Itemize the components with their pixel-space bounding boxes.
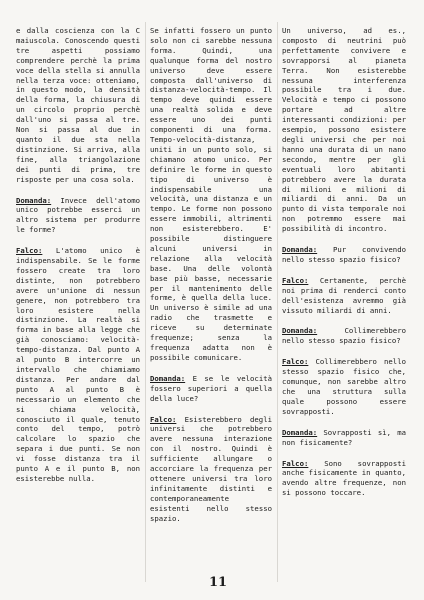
question [16, 196, 140, 236]
answer-text: Collimerebbero nello stesso spazio fisico che, comunque, non sarebbe altro che una struttura sulla quale possono essere sovrapposti. [282, 357, 406, 416]
question [282, 326, 406, 346]
answer [16, 246, 140, 484]
speaker-label: Domanda: [16, 195, 52, 205]
answer-text: Sono sovrapposti anche fisicamente in quanto, avendo altre frequenze, non si possono toccare. [282, 458, 406, 498]
paragraph: Un universo, ad es., composto di neutrini può perfettamente convivere e sovrapporsi al pianeta Terra. Non esisterebbe nessuna interferenza possibile tra i due. Velocità e tempo ci possono portare ad altre interessanti condizioni: per esempio, possono esistere degli universi che per noi hanno una durata di un nano secondo, mentre per gli eventuali loro abitanti potrebbero avere la durata di milioni e milioni di miliardi di anni. Da un punto di vista temporale noi non potremmo essere mai possibilità di incontro. [282, 26, 406, 234]
question [150, 374, 272, 404]
answer [150, 415, 272, 524]
speaker-label: Domanda: [150, 373, 186, 383]
speaker-label: Falco: [282, 275, 309, 285]
answer-text: Certamente, perchè noi prima di renderci conto dell'esistenza avremmo già vissuto miliardi di anni. [282, 275, 406, 315]
question [282, 245, 406, 265]
speaker-label: Falco: [282, 357, 309, 367]
column-divider [145, 22, 146, 582]
page-number: 11 [209, 575, 228, 590]
question-text: Pur convivendo nello stesso spazio fisico? [282, 245, 406, 264]
text-column-2 [150, 26, 272, 524]
speaker-label: Domanda: [282, 427, 318, 437]
column-divider [277, 22, 278, 582]
answer [282, 357, 406, 416]
speaker-label: Domanda: [282, 326, 318, 336]
speaker-label: Falco: [150, 414, 177, 424]
question-text: Collimerebbero nello stesso spazio fisico? [282, 326, 406, 346]
question-text: E se le velocità fossero superiori a quella della luce? [150, 373, 272, 403]
answer [282, 459, 406, 499]
answer [282, 276, 406, 316]
text-column-3 [282, 26, 406, 498]
question-text: Sovrapposti sì, ma non fisicamente? [282, 427, 406, 447]
answer-text: L'atomo unico è indispensabile. Se le forme fossero create tra loro distinte, non potrebbero avere un'unione di nessun genere, non potrebbero tra loro esistere nella distinzione. La realtà si forma in base alla legge che già conosciamo: velocità-tempo-distanza. Dal punto A al punto B intercorre un intervallo che chiamiamo distanza. Per andare dal punto A al punto B è necessario un elemento che si chiama velocità, conosciuto il quale, tenuto conto del tempo, potrò calcolare lo spazio che separa i due punti. Se non vi fosse distanza tra il punto A e il punto B, non esisterebbe nulla. [16, 246, 140, 483]
question [282, 428, 406, 448]
speaker-label: Falco: [16, 246, 43, 256]
paragraph: Se infatti fossero un punto solo non ci sarebbe nessuna forma. Quindi, una qualunque forma del nostro universo deve essere composta dall'universo di distanza-velocità-tempo. Il tempo deve quindi essere una realtà solida e deve essere uno dei punti componenti di una forma. Tempo-velocità-distanza, uniti in un punto solo, si chiamano atomo unico. Per definire le forme in questo tipo di universo è indispensabile una velocità, una distanza e un tempo. Le forme non possono essere immobili, altrimenti non esisterebbero. E' possibile distinguere alcuni universi in relazione alla velocità base. Una delle volontà base più basse, necessarie per il mantenimento delle forme, è quella della luce. Un universo è simile ad una radio che trasmette e riceve su determinate frequenze; senza la frequenza adatta non è possibile comunicare. [150, 26, 272, 362]
paragraph: e dalla coscienza con la C maiuscola. Conoscendo questi tre aspetti possiamo comprendere perchè la prima voce della stella si annulla nella terza voce: otteniamo, in questo modo, la densità della forma, la chiusura di un circolo proprio perchè dall'uno si passa al tre. Non si passa al due in quanto il due sta nella distinzione. Si arriva, alla fine, alla triangolazione dei punti di prima, tre risposte per una cosa sola. [16, 26, 140, 184]
speaker-label: Domanda: [282, 245, 318, 255]
speaker-label: Falco: [282, 458, 309, 468]
question-text: Invece dell'atomo unico potrebbe esserci un altro sistema per produrre le forme? [16, 195, 140, 235]
text-column-1 [16, 26, 140, 484]
answer-text: Esisterebbero degli universi che potrebbero avere nessuna interazione con il nostro. Quindi è sufficiente allungare o accorciare la frequenza per ottenere universi tra loro infinitamente distinti e contemporaneamente esistenti nello stesso spazio. [150, 414, 272, 523]
